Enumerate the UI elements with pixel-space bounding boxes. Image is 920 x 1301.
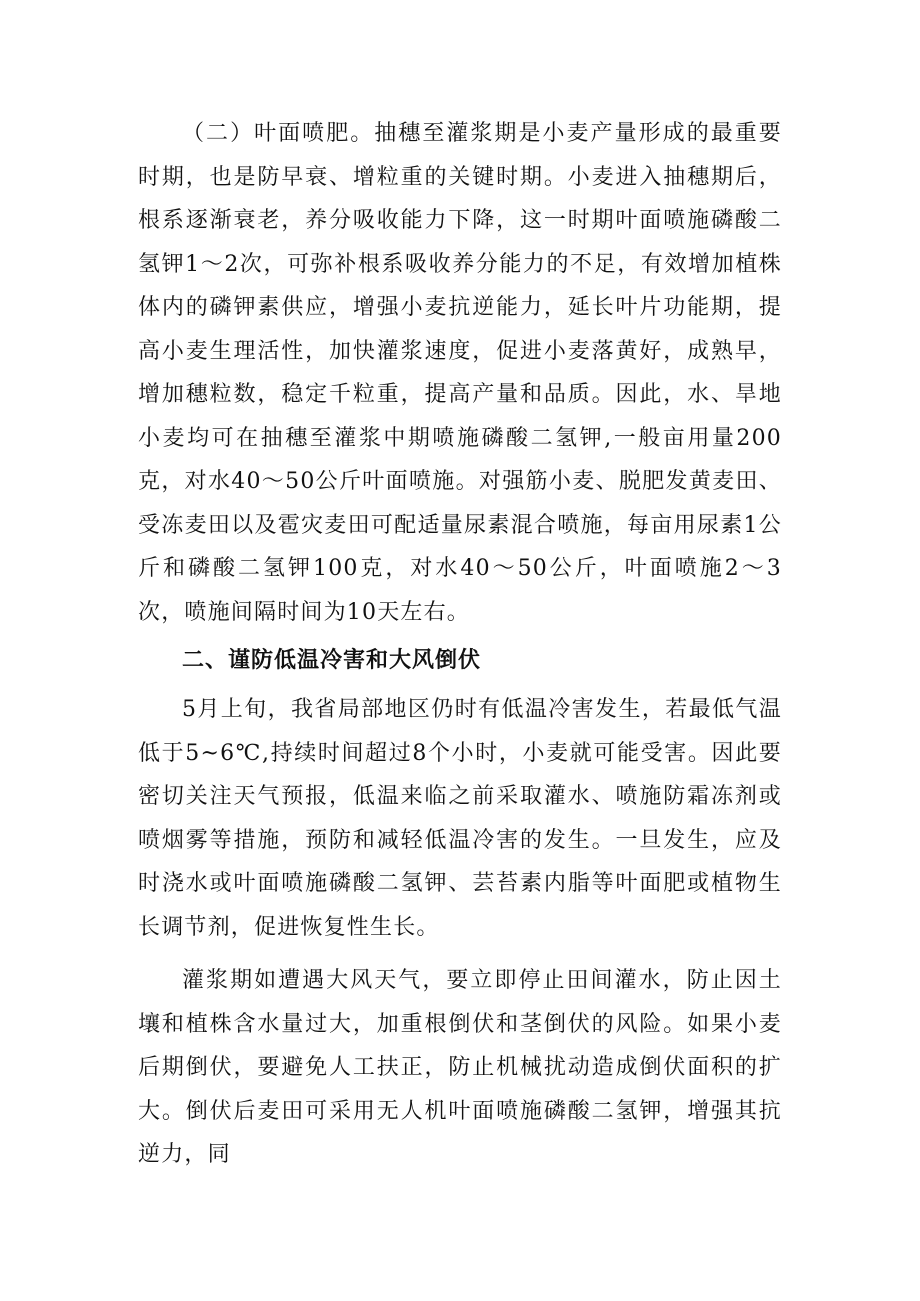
section-heading-cold-damage-lodging: 二、谨防低温冷害和大风倒伏 [182,648,482,673]
paragraph-gap [138,949,782,959]
paragraph-low-temperature: 5月上旬，我省局部地区仍时有低温冷害发生，若最低气温低于5~6℃,持续时间超过8个小时，小麦就可能受害。因此要密切关注天气预报，低温来临之前采取灌水、喷施防霜冻剂或喷烟雾等措施，预防和减轻低温冷害的发生。一旦发生，应及时浇水或叶面喷施磷酸二氢钾、芸苔素内脂等叶面肥或植物生长调节剂，促进恢复性生长。 [138,697,782,940]
paragraph-foliar-spraying: （二）叶面喷肥。抽穗至灌浆期是小麦产量形成的最重要时期，也是防早衰、增粒重的关键时期。小麦进入抽穗期后，根系逐渐衰老，养分吸收能力下降，这一时期叶面喷施磷酸二氢钾1～2次，可弥补根系吸收养分能力的不足，有效增加植株体内的磷钾素供应，增强小麦抗逆能力，延长叶片功能期，提高小麦生理活性，加快灌浆速度，促进小麦落黄好，成熟早，增加穗粒数，稳定千粒重，提高产量和品质。因此，水、旱地小麦均可在抽穗至灌浆中期喷施磷酸二氢钾,一般亩用量200克，对水40～50公斤叶面喷施。对强筋小麦、脱肥发黄麦田、受冻麦田以及雹灾麦田可配适量尿素混合喷施，每亩用尿素1公斤和磷酸二氢钾100克，对水40～50公斤，叶面喷施2～3次，喷施间隔时间为10天左右。 [138,121,782,625]
paragraph-strong-wind: 灌浆期如遭遇大风天气，要立即停止田间灌水，防止因土壤和植株含水量过大，加重根倒伏和茎倒伏的风险。如果小麦后期倒伏，要避免人工扶正，防止机械扰动造成倒伏面积的扩大。倒伏后麦田可采用无人机叶面喷施磷酸二氢钾，增强其抗逆力，同 [138,968,782,1167]
document-page [138,112,782,1177]
